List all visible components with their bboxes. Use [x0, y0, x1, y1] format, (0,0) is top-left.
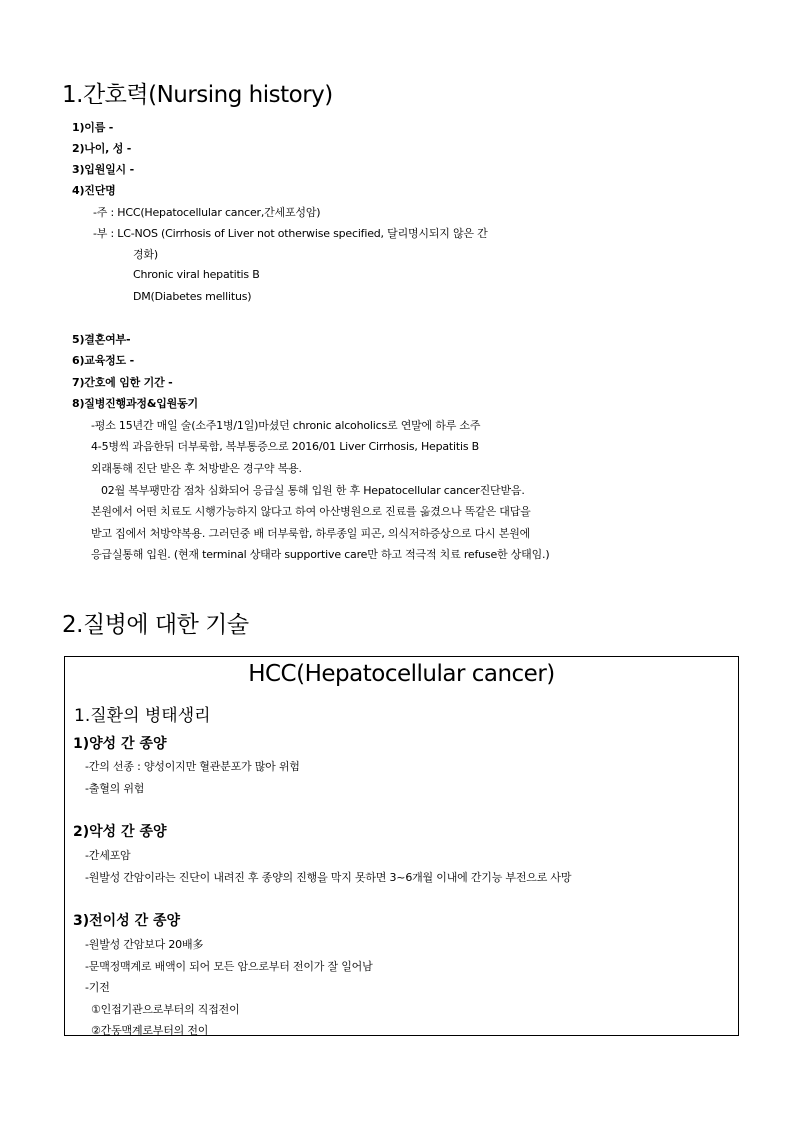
sub-diagnosis-line: -부 : LC-NOS (Cirrhosis of Liver not otherwise specified, 달리명시되지 않은 간 [93, 227, 488, 240]
hcc-box-title: HCC(Hepatocellular cancer) [248, 661, 555, 687]
sub-diagnosis-line-cont: 경화) [133, 248, 158, 261]
metastatic-line-2: -문맥정맥계로 배액이 되어 모든 암으로부터 전이가 잘 일어남 [85, 960, 373, 973]
nursing-history-heading: 1.간호력(Nursing history) [62, 82, 333, 108]
age-sex-line: 2)나이, 성 - [72, 142, 132, 155]
malignant-line-1: -간세포암 [85, 849, 131, 862]
benign-line-2: -출혈의 위험 [85, 782, 145, 795]
history-line-1: -평소 15년간 매일 술(소주1병/1일)마셨던 chronic alcoholics로 연말에 하루 소주 [91, 419, 481, 432]
history-line-6: 받고 집에서 처방약복용. 그러던중 배 더부룩함, 하루종일 피곤, 의식저하증상으로 다시 본원에 [91, 527, 531, 540]
sub-diagnosis-hepatitis: Chronic viral hepatitis B [133, 268, 260, 281]
history-line-7: 응급실통해 입원. (현재 terminal 상태라 supportive care만 하고 적극적 치료 refuse한 상태임.) [91, 548, 550, 561]
metastatic-line-4: ①인접기관으로부터의 직접전이 [91, 1003, 240, 1016]
metastatic-tumor-heading: 3)전이성 간 종양 [73, 913, 181, 929]
malignant-line-2: -원발성 간암이라는 진단이 내려진 후 종양의 진행을 막지 못하면 3~6개월 이내에 간기능 부전으로 사망 [85, 871, 572, 884]
history-line-4: 02월 복부팽만감 점차 심화되어 응급실 통해 입원 한 후 Hepatocellular cancer진단받음. [101, 484, 525, 497]
admission-date-line: 3)입원일시 - [72, 163, 134, 176]
marital-status-line: 5)결혼여부- [72, 333, 131, 346]
hcc-box [64, 656, 739, 1036]
malignant-tumor-heading: 2)악성 간 종양 [73, 824, 167, 840]
education-line: 6)교육정도 - [72, 354, 134, 367]
disease-progress-heading: 8)질병진행과정&입원동기 [72, 397, 198, 410]
pathophysiology-heading: 1.질환의 병태생리 [74, 706, 211, 726]
benign-tumor-heading: 1)양성 간 종양 [73, 736, 167, 752]
sub-diagnosis-dm: DM(Diabetes mellitus) [133, 290, 252, 303]
metastatic-line-1: -원발성 간암보다 20배多 [85, 938, 204, 951]
history-line-2: 4-5병씩 과음한뒤 더부룩함, 복부통증으로 2016/01 Liver Cirrhosis, Hepatitis B [91, 440, 480, 453]
benign-line-1: -간의 선종 : 양성이지만 혈관분포가 많아 위험 [85, 760, 300, 773]
main-diagnosis-line: -주 : HCC(Hepatocellular cancer,간세포성암) [93, 206, 321, 219]
metastatic-line-3: -기전 [85, 981, 110, 994]
care-period-line: 7)간호에 임한 기간 - [72, 376, 173, 389]
history-line-3: 외래통해 진단 받은 후 처방받은 경구약 복용. [91, 462, 302, 475]
name-line: 1)이름 - [72, 121, 114, 134]
diagnosis-heading: 4)진단명 [72, 184, 116, 197]
disease-description-heading: 2.질병에 대한 기술 [62, 612, 249, 638]
metastatic-line-5: ②간동맥계로부터의 전이 [91, 1024, 209, 1037]
history-line-5: 본원에서 어떤 치료도 시행가능하지 않다고 하여 아산병원으로 진료를 옮겼으나 똑같은 대답을 [91, 505, 531, 518]
